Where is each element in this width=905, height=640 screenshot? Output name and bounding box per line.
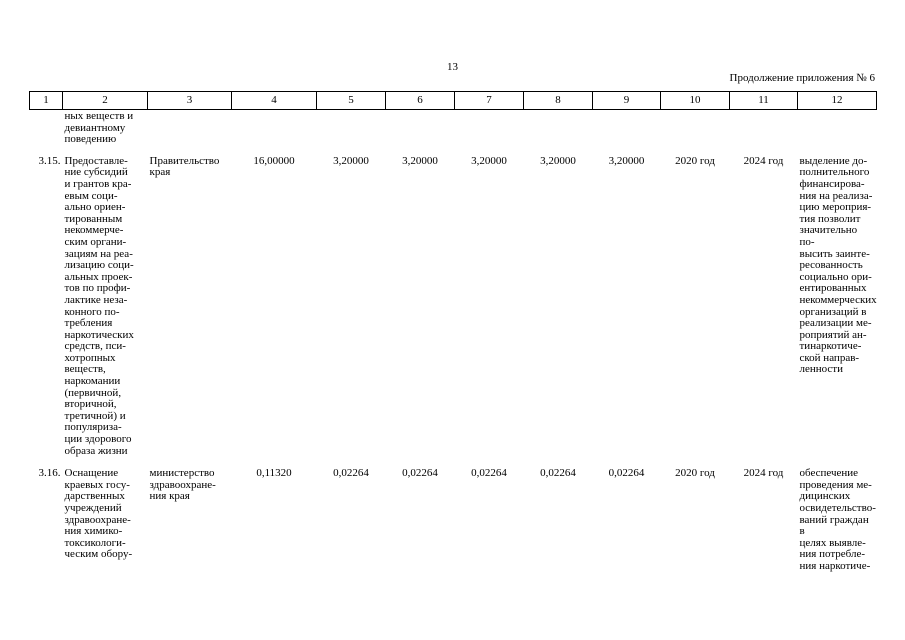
column-header: 3 — [148, 92, 232, 110]
end-year: 2024 год — [743, 467, 784, 480]
start-year: 2020 год — [675, 467, 715, 480]
year-funding: 0,02264 — [608, 467, 645, 480]
row-number: 3.15. — [38, 154, 61, 167]
column-header: 4 — [232, 92, 317, 110]
year-funding: 0,02264 — [402, 467, 438, 480]
year-funding: 0,02264 — [471, 467, 507, 480]
executor: министерство здравоохране- ния края — [149, 467, 216, 503]
column-header: 5 — [317, 92, 386, 110]
table-row — [30, 154, 877, 466]
executor: Правительство края — [149, 154, 220, 179]
year-funding: 3,20000 — [333, 154, 369, 167]
event-name: Оснащение краевых госу- дарственных учреждений здравоохране- ния химико- токсикологи- ческим обору- — [64, 467, 133, 561]
column-number-row — [30, 92, 877, 110]
expected-result: обеспечение проведения ме- дицинских освидетельство- ваний граждан в целях выявле- ния потребле- ния наркотиче- — [799, 467, 876, 572]
continued-row — [30, 110, 877, 154]
column-header: 1 — [30, 92, 63, 110]
year-funding: 0,02264 — [540, 467, 576, 480]
year-funding: 0,02264 — [333, 467, 369, 480]
column-header: 7 — [455, 92, 524, 110]
table-row — [30, 466, 877, 581]
column-header: 9 — [593, 92, 661, 110]
expected-result: выделение до- полнительного финансирова- ния на реализа- цию мероприя- тия позволит значительно по- высить заинте- ресованность социально ори- ентированных некоммерческих организаций в реализации ме- роприятий ан- тинаркотиче- ской направ- ленности — [799, 154, 877, 376]
event-name: Предоставле- ние субсидий и грантов кра- евым соци- ально ориен- тированным некоммерче- ским органи- зациям на реа- лизацию соци- альных проек- тов по профи- лактике неза- конного по- требления наркотических средств, пси- хотропных веществ, наркомании (первичной, вторичной, третичной) и популяриза- ции здорового образа жизни — [64, 154, 134, 457]
program-table — [29, 91, 877, 582]
year-funding: 3,20000 — [402, 154, 438, 167]
column-header: 6 — [386, 92, 455, 110]
column-header: 12 — [798, 92, 877, 110]
total-funding: 0,11320 — [256, 467, 292, 480]
end-year: 2024 год — [743, 154, 784, 167]
total-funding: 16,00000 — [253, 154, 295, 167]
column-header: 11 — [730, 92, 798, 110]
year-funding: 3,20000 — [540, 154, 576, 167]
continued-event-text: ных веществ и девиантному поведению — [64, 110, 134, 146]
column-header: 10 — [661, 92, 730, 110]
year-funding: 3,20000 — [471, 154, 507, 167]
start-year: 2020 год — [675, 154, 715, 167]
row-number: 3.16. — [38, 467, 61, 480]
appendix-continuation-label: Продолжение приложения № 6 — [729, 72, 875, 84]
column-header: 8 — [524, 92, 593, 110]
page-number: 13 — [447, 61, 458, 73]
year-funding: 3,20000 — [608, 154, 645, 167]
column-header: 2 — [63, 92, 148, 110]
